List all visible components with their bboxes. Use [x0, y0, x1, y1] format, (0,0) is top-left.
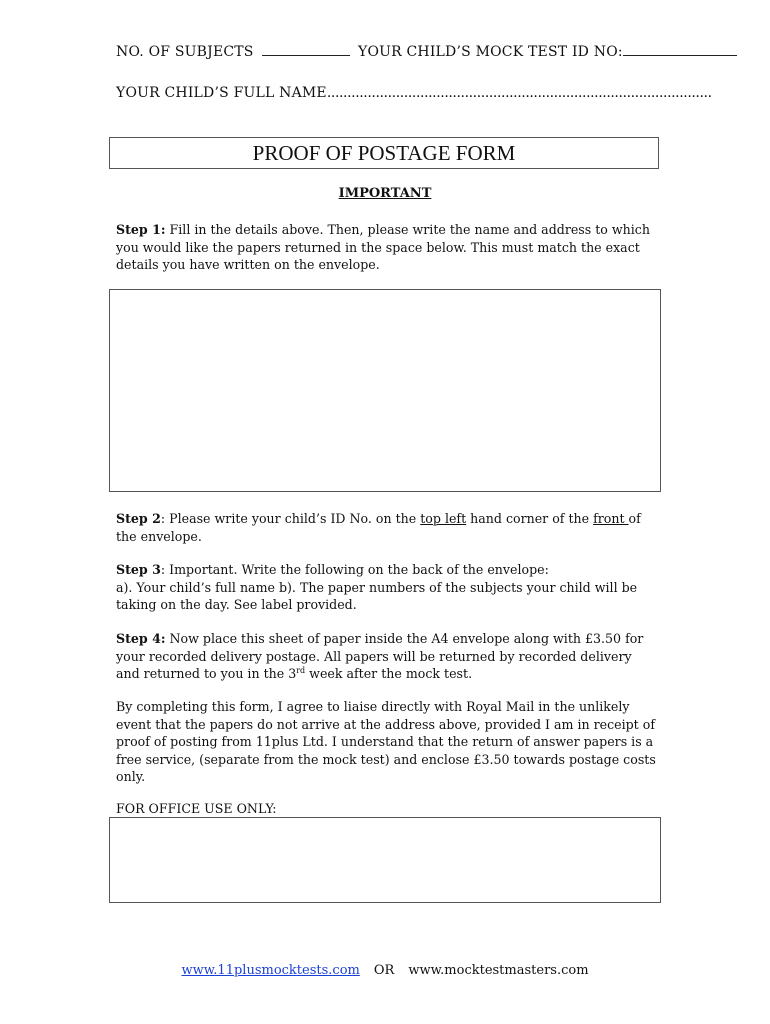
step2-paragraph	[116, 510, 656, 545]
subjects-field	[116, 44, 350, 60]
step3-paragraph	[116, 561, 656, 614]
step4-label: Step 4:	[116, 631, 166, 646]
test-id-blank[interactable]	[623, 55, 737, 56]
step2-text-b: hand corner of the	[466, 511, 594, 526]
step1-label: Step 1:	[116, 222, 166, 237]
step4-ordinal: rd	[296, 665, 306, 675]
form-title: PROOF OF POSTAGE FORM	[109, 137, 659, 169]
step1-text: Fill in the details above. Then, please write the name and address to which you would like the papers returned in the space below. This must match the exact details you have written on the envelope.	[116, 222, 650, 272]
test-id-label: YOUR CHILD’S MOCK TEST ID NO:	[358, 44, 623, 60]
office-use-box	[109, 817, 661, 903]
full-name-dots[interactable]: ...............................................................................................	[326, 85, 712, 101]
step4-paragraph	[116, 630, 656, 683]
subjects-blank[interactable]	[262, 55, 350, 56]
step3-text-b: a). Your child’s full name b). The paper numbers of the subjects your child will be taking on the day. See label provided.	[116, 579, 638, 612]
step4-text-a: Now place this sheet of paper inside the A4 envelope along with £3.50 for your recorded delivery postage. All papers will be returned by recorded delivery and returned to you in the 3	[116, 631, 644, 681]
step3-label: Step 3	[116, 562, 161, 577]
test-id-field	[358, 44, 737, 60]
step3-text-a: : Important. Write the following on the back of the envelope:	[160, 562, 549, 577]
step2-label: Step 2	[116, 511, 161, 526]
step4-text-b: week after the mock test.	[305, 666, 473, 681]
agreement-paragraph: By completing this form, I agree to liaise directly with Royal Mail in the unlikely event that the papers do not arrive at the address above, provided I am in receipt of proof of posting from 11plus Ltd. I understand that the return of answer papers is a free service, (separate from the mock test) and enclose £3.50 towards postage costs only.	[116, 699, 656, 784]
footer-or: OR	[373, 963, 395, 978]
step2-text-c: of the envelope.	[116, 511, 641, 544]
step1-paragraph	[116, 221, 656, 274]
footer	[0, 963, 770, 978]
full-name-label: YOUR CHILD’S FULL NAME	[116, 85, 327, 101]
return-address-box[interactable]	[109, 289, 661, 492]
top-left-emphasis: top left	[420, 511, 467, 526]
subjects-label: NO. OF SUBJECTS	[116, 44, 254, 60]
important-heading: IMPORTANT	[338, 186, 432, 201]
footer-mocktestmasters: www.mocktestmasters.com	[408, 963, 589, 978]
front-emphasis: front	[593, 511, 629, 526]
footer-link-11plusmocktests[interactable]: www.11plusmocktests.com	[181, 963, 360, 978]
office-use-label: FOR OFFICE USE ONLY:	[116, 801, 277, 816]
step2-text-a: : Please write your child’s ID No. on the	[160, 511, 421, 526]
full-name-field	[116, 85, 746, 101]
